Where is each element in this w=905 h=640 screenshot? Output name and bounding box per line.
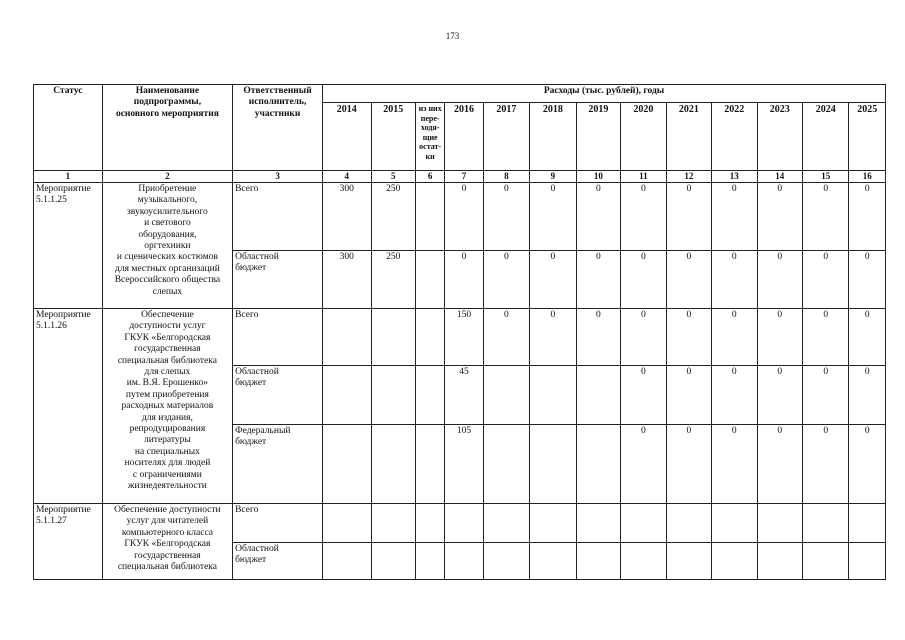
value-cell: 0 [666, 183, 711, 251]
column-number: 16 [849, 171, 886, 183]
value-cell: 0 [483, 251, 529, 309]
value-cell: 0 [757, 251, 802, 309]
value-cell [666, 543, 711, 580]
value-cell: 0 [666, 425, 711, 504]
header-name: Наименование подпрограммы, основного мероприятия [102, 85, 232, 171]
expenses-table [33, 84, 886, 580]
header-year: 2018 [530, 103, 576, 171]
measure-status: Мероприятие 5.1.1.25 [34, 183, 103, 309]
value-cell: 0 [803, 251, 849, 309]
value-cell: 45 [445, 366, 483, 425]
column-number: 6 [416, 171, 445, 183]
value-cell: 0 [666, 251, 711, 309]
value-cell [530, 366, 576, 425]
executor-cell: Всего [233, 309, 323, 366]
table-row [34, 504, 886, 543]
table-row [34, 183, 886, 251]
value-cell: 0 [849, 251, 886, 309]
value-cell: 0 [483, 183, 529, 251]
value-cell: 0 [712, 183, 757, 251]
value-cell [371, 309, 415, 366]
value-cell: 0 [849, 309, 886, 366]
value-cell [621, 543, 666, 580]
header-year: 2022 [712, 103, 757, 171]
measure-name: Обеспечение доступности услуг для читателей компьютерного класса ГКУК «Белгородская государственная специальная библиотека [102, 504, 232, 580]
value-cell [530, 543, 576, 580]
header-year: 2015 [371, 103, 415, 171]
column-number: 3 [233, 171, 323, 183]
value-cell: 0 [666, 366, 711, 425]
column-number: 2 [102, 171, 232, 183]
value-cell [849, 543, 886, 580]
header-year: 2017 [483, 103, 529, 171]
value-cell: 0 [849, 183, 886, 251]
executor-cell: Всего [233, 504, 323, 543]
value-cell [323, 366, 372, 425]
value-cell [483, 543, 529, 580]
header-year: 2019 [576, 103, 620, 171]
value-cell [445, 543, 483, 580]
column-number: 5 [371, 171, 415, 183]
measure-status: Мероприятие 5.1.1.26 [34, 309, 103, 504]
value-cell [530, 425, 576, 504]
measure-name: Приобретение музыкального, звукоусилительного и светового оборудования, оргтехники и сценических костюмов для местных организаций Всероссийского общества слепых [102, 183, 232, 309]
value-cell: 0 [803, 366, 849, 425]
value-cell: 0 [445, 183, 483, 251]
value-cell: 0 [849, 366, 886, 425]
value-cell: 0 [757, 425, 802, 504]
value-cell: 0 [483, 309, 529, 366]
value-cell [323, 543, 372, 580]
header-year: 2016 [445, 103, 483, 171]
value-cell: 0 [712, 425, 757, 504]
value-cell [371, 543, 415, 580]
value-cell: 0 [530, 183, 576, 251]
value-cell: 0 [445, 251, 483, 309]
value-cell [576, 366, 620, 425]
value-cell [483, 425, 529, 504]
value-cell: 0 [621, 251, 666, 309]
value-cell [416, 425, 445, 504]
value-cell: 250 [371, 251, 415, 309]
header-status: Статус [34, 85, 103, 171]
column-number-row [34, 171, 886, 183]
value-cell: 150 [445, 309, 483, 366]
column-number: 15 [803, 171, 849, 183]
value-cell: 105 [445, 425, 483, 504]
executor-cell: Всего [233, 183, 323, 251]
column-number: 8 [483, 171, 529, 183]
header-year: 2020 [621, 103, 666, 171]
value-cell [371, 504, 415, 543]
value-cell: 0 [576, 251, 620, 309]
value-cell [371, 366, 415, 425]
value-cell [483, 366, 529, 425]
value-cell [757, 543, 802, 580]
value-cell [416, 309, 445, 366]
value-cell: 0 [849, 425, 886, 504]
header-carryover: из них пере- ходя- щие остат- ки [416, 103, 445, 171]
header-year: 2024 [803, 103, 849, 171]
value-cell [530, 504, 576, 543]
value-cell: 0 [530, 309, 576, 366]
value-cell: 0 [757, 309, 802, 366]
value-cell: 0 [530, 251, 576, 309]
value-cell: 0 [757, 366, 802, 425]
header-expenses: Расходы (тыс. рублей), годы [323, 85, 886, 103]
column-number: 7 [445, 171, 483, 183]
column-number: 9 [530, 171, 576, 183]
value-cell: 250 [371, 183, 415, 251]
executor-cell: Областной бюджет [233, 543, 323, 580]
value-cell: 0 [712, 366, 757, 425]
column-number: 1 [34, 171, 103, 183]
value-cell: 0 [621, 366, 666, 425]
value-cell: 0 [712, 309, 757, 366]
value-cell: 0 [576, 183, 620, 251]
header-year: 2014 [323, 103, 372, 171]
header-year: 2025 [849, 103, 886, 171]
executor-cell: Областной бюджет [233, 251, 323, 309]
column-number: 12 [666, 171, 711, 183]
value-cell: 0 [757, 183, 802, 251]
value-cell: 0 [803, 425, 849, 504]
value-cell [416, 183, 445, 251]
value-cell: 0 [803, 183, 849, 251]
executor-cell: Федеральный бюджет [233, 425, 323, 504]
value-cell [323, 504, 372, 543]
header-responsible: Ответственный исполнитель, участники [233, 85, 323, 171]
value-cell [445, 504, 483, 543]
value-cell: 0 [621, 425, 666, 504]
value-cell [666, 504, 711, 543]
value-cell [416, 543, 445, 580]
value-cell: 300 [323, 183, 372, 251]
value-cell [416, 366, 445, 425]
value-cell [576, 504, 620, 543]
value-cell [416, 504, 445, 543]
header-year: 2021 [666, 103, 711, 171]
value-cell: 0 [803, 309, 849, 366]
measure-status: Мероприятие 5.1.1.27 [34, 504, 103, 580]
value-cell: 0 [621, 309, 666, 366]
value-cell: 300 [323, 251, 372, 309]
page-number: 173 [445, 31, 460, 41]
value-cell [757, 504, 802, 543]
value-cell [712, 543, 757, 580]
column-number: 4 [323, 171, 372, 183]
table-row [34, 309, 886, 366]
value-cell [371, 425, 415, 504]
value-cell: 0 [712, 251, 757, 309]
value-cell [576, 543, 620, 580]
measure-name: Обеспечение доступности услуг ГКУК «Белгородская государственная специальная библиотека для слепых им. В.Я. Ерошенко» путем приобретения расходных материалов для издания, репродуцирования литературы на специальных носителях для людей с ограничениями жизнедеятельности [102, 309, 232, 504]
header-year: 2023 [757, 103, 802, 171]
column-number: 13 [712, 171, 757, 183]
value-cell [416, 251, 445, 309]
column-number: 11 [621, 171, 666, 183]
value-cell: 0 [621, 183, 666, 251]
value-cell [712, 504, 757, 543]
value-cell [621, 504, 666, 543]
value-cell [576, 425, 620, 504]
value-cell [323, 425, 372, 504]
value-cell: 0 [576, 309, 620, 366]
value-cell: 0 [666, 309, 711, 366]
executor-cell: Областной бюджет [233, 366, 323, 425]
column-number: 14 [757, 171, 802, 183]
value-cell [849, 504, 886, 543]
value-cell [323, 309, 372, 366]
value-cell [803, 504, 849, 543]
value-cell [483, 504, 529, 543]
column-number: 10 [576, 171, 620, 183]
value-cell [803, 543, 849, 580]
